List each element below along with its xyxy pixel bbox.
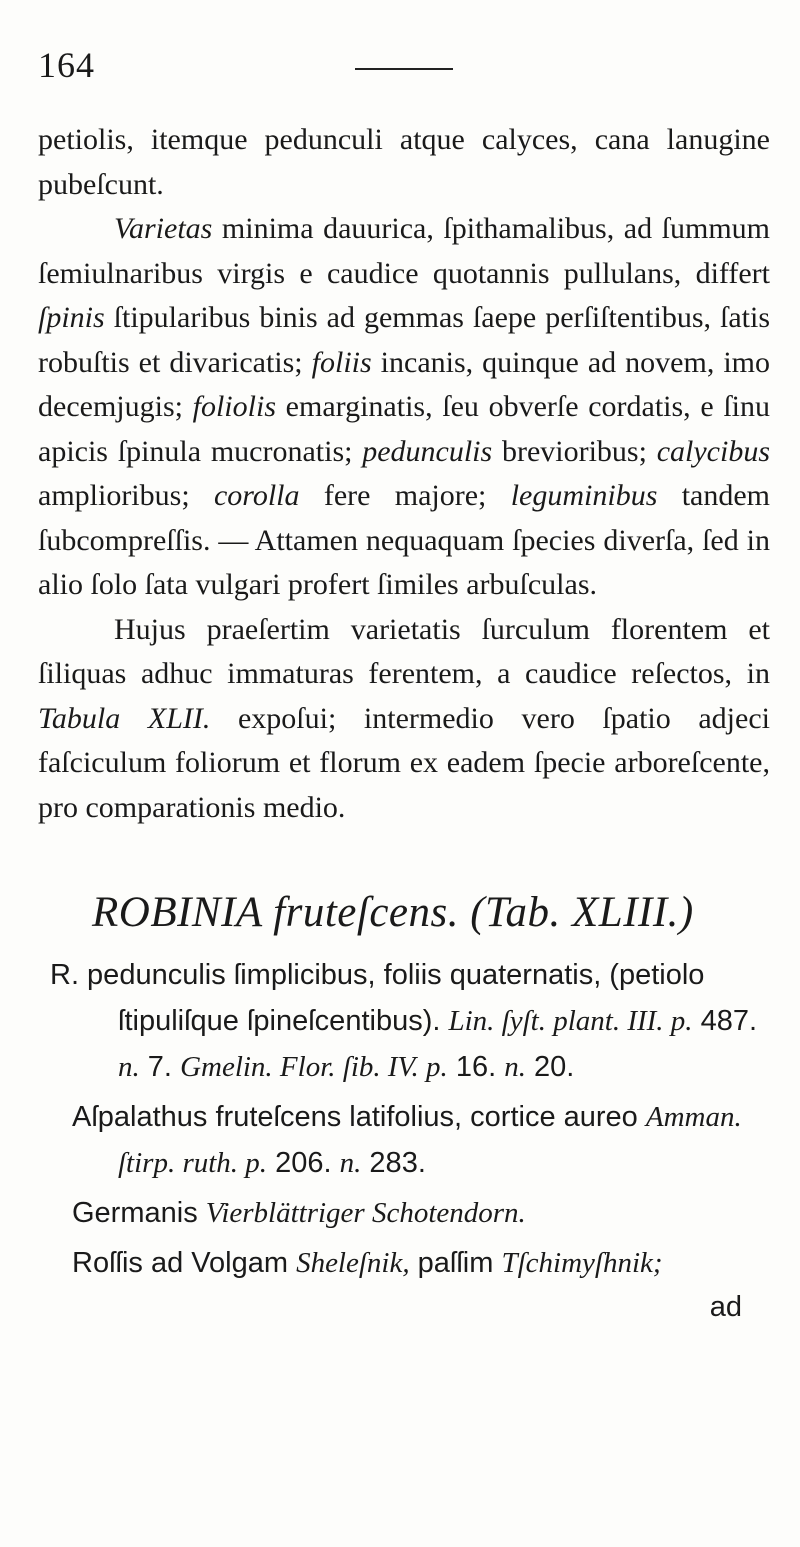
text-run: incanis, quinque ad novem, imo decemjugis;	[38, 345, 771, 423]
text-run: tandem ſubcompreſſis. — Attamen nequaquam ſpecies diverſa, ſed in alio ſolo ſata vulgari profert ſimiles arbuſculas.	[38, 479, 770, 601]
italic-text-run: Sheleſnik,	[296, 1247, 410, 1279]
text-run: ſtipularibus binis ad gemmas ſaepe perſiſtentibus, ſatis robuſtis et divaricatis;	[38, 301, 770, 379]
italic-text-run: Gmelin. Flor. ſib. IV. p.	[180, 1051, 448, 1083]
species-heading	[38, 882, 770, 944]
body-paragraph	[38, 207, 770, 608]
species-epithet: fruteſcens.	[273, 889, 459, 936]
synonymy-entry	[38, 1240, 770, 1286]
italic-text-run: calycibus	[656, 434, 770, 468]
italic-text-run: n.	[118, 1051, 140, 1083]
body-paragraph	[38, 118, 770, 207]
text-run: brevioribus;	[492, 434, 657, 468]
synonymy-entry	[38, 1094, 770, 1186]
text-run: Hujus praeſertim varietatis ſurculum florentem et ſiliquas adhuc immaturas ferentem, a caudice reſectos, in	[38, 612, 770, 690]
italic-text-run: Amman. ſtirp. ruth. p.	[118, 1101, 742, 1179]
italic-text-run: Varietas	[114, 212, 213, 245]
text-run: Germanis	[72, 1197, 206, 1229]
text-run: R. pedunculis ſimplicibus, foliis quaternatis, (petiolo ſtipuliſque ſpineſcentibus).	[50, 959, 705, 1037]
page-number: 164	[38, 45, 95, 85]
header-rule	[355, 68, 453, 70]
catchword: ad	[709, 1291, 742, 1323]
text-run: 283.	[361, 1147, 426, 1179]
italic-text-run: foliolis	[192, 390, 276, 423]
text-run: 487.	[692, 1005, 758, 1037]
italic-text-run: Vierblättriger Schotendorn.	[205, 1197, 526, 1229]
text-run: emarginatis, ſeu obverſe cordatis, e ſinu apicis ſpinula mucronatis;	[38, 390, 770, 468]
text-run: fere majore;	[299, 479, 511, 512]
text-run: petiolis, itemque pedunculi atque calyces, cana lanugine pubeſcunt.	[38, 123, 770, 201]
text-run: minima dauurica, ſpithamalibus, ad ſummum ſemiulnaribus virgis e caudice quotannis pullulans, differt	[38, 212, 770, 290]
text-run: 7.	[139, 1051, 181, 1083]
text-run: Aſpalathus fruteſcens latifolius, cortice aureo	[72, 1101, 646, 1133]
text-run: expoſui; intermedio vero ſpatio adjeci faſciculum foliorum et florum ex eadem ſpecie arboreſcente, pro comparationis medio.	[38, 701, 770, 824]
italic-text-run: ſpinis	[38, 301, 105, 334]
section-gap	[38, 830, 770, 882]
text-run: amplioribus;	[38, 479, 214, 512]
text-run: paſſim	[409, 1247, 502, 1279]
text-run: 16.	[447, 1051, 505, 1083]
italic-text-run: Tſchimyſhnik;	[501, 1247, 663, 1279]
italic-text-run: foliis	[311, 345, 372, 379]
italic-text-run: n.	[504, 1051, 526, 1083]
genus-name: ROBINIA	[92, 889, 262, 936]
synonymy-entry	[38, 952, 770, 1090]
plate-reference: (Tab. XLIII.)	[470, 889, 694, 936]
synonymy-list	[38, 952, 770, 1286]
text-run: 206.	[267, 1147, 340, 1179]
italic-text-run: pedunculis	[362, 434, 493, 468]
italic-text-run: n.	[339, 1147, 362, 1179]
text-run: Roſſis ad Volgam	[72, 1247, 297, 1279]
italic-text-run: corolla	[213, 479, 300, 512]
synonymy-entry	[38, 1190, 770, 1236]
paragraph-list	[38, 118, 770, 830]
italic-text-run: Lin. ſyſt. plant. III. p.	[448, 1005, 693, 1037]
italic-text-run: leguminibus	[510, 479, 658, 512]
body-paragraph	[38, 608, 770, 831]
text-run: 20.	[525, 1051, 575, 1083]
page-body	[38, 118, 770, 1330]
italic-text-run: Tabula XLII.	[38, 701, 211, 735]
